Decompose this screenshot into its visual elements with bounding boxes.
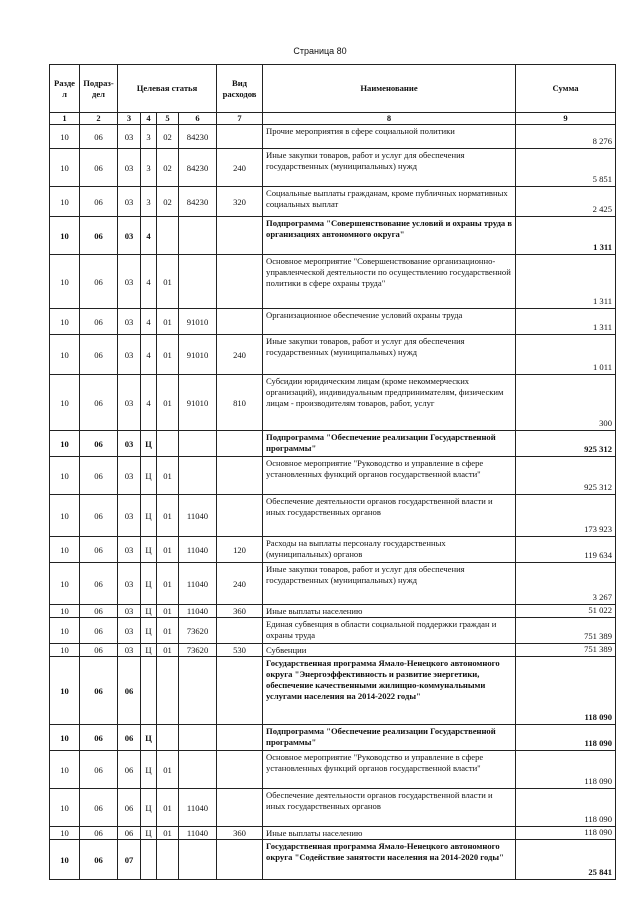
expense-type-cell <box>217 255 263 309</box>
sum-cell: 1 311 <box>516 309 616 335</box>
expense-type-cell: 360 <box>217 827 263 840</box>
direction-code-cell <box>179 217 217 255</box>
section-cell: 10 <box>50 563 80 605</box>
expense-type-cell: 360 <box>217 605 263 618</box>
section-cell: 10 <box>50 840 80 880</box>
expense-type-cell <box>217 618 263 644</box>
expense-type-cell <box>217 457 263 495</box>
expense-type-cell: 240 <box>217 563 263 605</box>
table-row <box>50 125 616 149</box>
subsection-cell: 06 <box>80 840 118 880</box>
direction-code-cell: 84230 <box>179 125 217 149</box>
program-code-cell: 03 <box>118 537 141 563</box>
section-cell: 10 <box>50 751 80 789</box>
column-number-cell: 9 <box>516 113 616 125</box>
subprogram-code-cell: 4 <box>141 309 157 335</box>
program-code-cell: 07 <box>118 840 141 880</box>
table-row <box>50 751 616 789</box>
direction-code-cell: 11040 <box>179 789 217 827</box>
activity-code-cell <box>157 725 179 751</box>
activity-code-cell: 01 <box>157 255 179 309</box>
table-row <box>50 149 616 187</box>
direction-code-cell <box>179 657 217 725</box>
direction-code-cell: 11040 <box>179 495 217 537</box>
name-cell: Организационное обеспечение условий охраны труда <box>263 309 516 335</box>
program-code-cell: 06 <box>118 751 141 789</box>
table-row <box>50 217 616 255</box>
table-row <box>50 657 616 725</box>
subsection-cell: 06 <box>80 789 118 827</box>
subsection-cell: 06 <box>80 495 118 537</box>
subsection-cell: 06 <box>80 644 118 657</box>
sum-cell: 51 022 <box>516 605 616 618</box>
activity-code-cell: 01 <box>157 375 179 431</box>
name-cell: Иные закупки товаров, работ и услуг для обеспечения государственных (муниципальных) нужд <box>263 563 516 605</box>
section-cell: 10 <box>50 457 80 495</box>
section-cell: 10 <box>50 537 80 563</box>
section-cell: 10 <box>50 255 80 309</box>
activity-code-cell: 01 <box>157 537 179 563</box>
expense-type-cell: 810 <box>217 375 263 431</box>
subsection-cell: 06 <box>80 457 118 495</box>
table-row <box>50 827 616 840</box>
subsection-cell: 06 <box>80 255 118 309</box>
sum-cell: 300 <box>516 375 616 431</box>
program-code-cell: 03 <box>118 149 141 187</box>
sum-cell: 8 276 <box>516 125 616 149</box>
table-row <box>50 431 616 457</box>
subprogram-code-cell: Ц <box>141 618 157 644</box>
column-number-cell: 6 <box>179 113 217 125</box>
activity-code-cell: 02 <box>157 125 179 149</box>
expense-type-cell <box>217 751 263 789</box>
program-code-cell: 03 <box>118 309 141 335</box>
program-code-cell: 03 <box>118 125 141 149</box>
section-cell: 10 <box>50 125 80 149</box>
expense-type-cell: 530 <box>217 644 263 657</box>
sum-cell: 751 389 <box>516 644 616 657</box>
direction-code-cell: 84230 <box>179 187 217 217</box>
direction-code-cell: 11040 <box>179 827 217 840</box>
subsection-cell: 06 <box>80 375 118 431</box>
subsection-cell: 06 <box>80 725 118 751</box>
table-row <box>50 309 616 335</box>
column-number-cell: 8 <box>263 113 516 125</box>
activity-code-cell <box>157 657 179 725</box>
section-cell: 10 <box>50 827 80 840</box>
direction-code-cell: 11040 <box>179 605 217 618</box>
sum-cell: 118 090 <box>516 725 616 751</box>
page-title: Страница 80 <box>293 46 347 56</box>
direction-code-cell <box>179 840 217 880</box>
table-row <box>50 187 616 217</box>
table-row <box>50 618 616 644</box>
sum-cell: 25 841 <box>516 840 616 880</box>
expense-type-cell <box>217 495 263 537</box>
column-number-row <box>50 113 616 125</box>
program-code-cell: 03 <box>118 618 141 644</box>
program-code-cell: 06 <box>118 827 141 840</box>
direction-code-cell: 73620 <box>179 618 217 644</box>
subsection-cell: 06 <box>80 309 118 335</box>
program-code-cell: 03 <box>118 495 141 537</box>
section-cell: 10 <box>50 187 80 217</box>
program-code-cell: 03 <box>118 375 141 431</box>
column-number-cell: 3 <box>118 113 141 125</box>
program-code-cell: 03 <box>118 335 141 375</box>
name-cell: Государственная программа Ямало-Ненецкого автономного округа "Энергоэффективность и развитие энергетики, обеспечение качественными жилищно-коммунальными услугами населения на 2014-2022 годы" <box>263 657 516 725</box>
sum-cell: 5 851 <box>516 149 616 187</box>
direction-code-cell <box>179 751 217 789</box>
name-cell: Субвенции <box>263 644 516 657</box>
subprogram-code-cell: Ц <box>141 495 157 537</box>
name-cell: Социальные выплаты гражданам, кроме публичных нормативных социальных выплат <box>263 187 516 217</box>
name-cell: Обеспечение деятельности органов государственной власти и иных государственных органов <box>263 789 516 827</box>
table-row <box>50 335 616 375</box>
direction-code-cell: 11040 <box>179 563 217 605</box>
name-cell: Прочие мероприятия в сфере социальной политики <box>263 125 516 149</box>
subsection-cell: 06 <box>80 149 118 187</box>
expense-type-cell <box>217 125 263 149</box>
program-code-cell: 03 <box>118 217 141 255</box>
sum-cell: 2 425 <box>516 187 616 217</box>
expense-type-cell: 320 <box>217 187 263 217</box>
program-code-cell: 03 <box>118 431 141 457</box>
program-code-cell: 03 <box>118 255 141 309</box>
program-code-cell: 06 <box>118 657 141 725</box>
subsection-cell: 06 <box>80 187 118 217</box>
direction-code-cell: 91010 <box>179 335 217 375</box>
name-cell: Субсидии юридическим лицам (кроме некоммерческих организаций), индивидуальным предпринимателям, физическим лицам - производителям товаров, работ, услуг <box>263 375 516 431</box>
subsection-cell: 06 <box>80 751 118 789</box>
expense-type-cell <box>217 725 263 751</box>
section-cell: 10 <box>50 605 80 618</box>
subsection-cell: 06 <box>80 618 118 644</box>
direction-code-cell <box>179 725 217 751</box>
subprogram-code-cell: Ц <box>141 563 157 605</box>
table-row <box>50 255 616 309</box>
subprogram-code-cell: Ц <box>141 644 157 657</box>
subprogram-code-cell: Ц <box>141 789 157 827</box>
name-cell: Расходы на выплаты персоналу государственных (муниципальных) органов <box>263 537 516 563</box>
name-cell: Подпрограмма "Обеспечение реализации Государственной программы" <box>263 725 516 751</box>
name-cell: Подпрограмма "Совершенствование условий и охраны труда в организациях автономного округа" <box>263 217 516 255</box>
expense-type-cell <box>217 789 263 827</box>
direction-code-cell <box>179 431 217 457</box>
name-cell: Основное мероприятие "Руководство и управление в сфере установленных функций органов государственной власти" <box>263 751 516 789</box>
header-target-article: Целевая статья <box>118 65 217 113</box>
name-cell: Государственная программа Ямало-Ненецкого автономного округа "Содействие занятости населения на 2014-2020 годы" <box>263 840 516 880</box>
direction-code-cell: 73620 <box>179 644 217 657</box>
activity-code-cell: 01 <box>157 618 179 644</box>
program-code-cell: 06 <box>118 725 141 751</box>
section-cell: 10 <box>50 644 80 657</box>
expense-type-cell <box>217 217 263 255</box>
name-cell: Основное мероприятие "Совершенствование организационно-управленческой деятельности по осуществлению государственной политики в сфере охраны труда" <box>263 255 516 309</box>
direction-code-cell <box>179 255 217 309</box>
name-cell: Единая субвенция в области социальной поддержки граждан и охраны труда <box>263 618 516 644</box>
table-row <box>50 457 616 495</box>
expense-type-cell <box>217 840 263 880</box>
program-code-cell: 03 <box>118 187 141 217</box>
subprogram-code-cell: Ц <box>141 431 157 457</box>
activity-code-cell: 01 <box>157 563 179 605</box>
sum-cell: 118 090 <box>516 789 616 827</box>
activity-code-cell: 01 <box>157 751 179 789</box>
activity-code-cell: 01 <box>157 605 179 618</box>
subsection-cell: 06 <box>80 431 118 457</box>
activity-code-cell: 01 <box>157 644 179 657</box>
sum-cell: 3 267 <box>516 563 616 605</box>
activity-code-cell: 01 <box>157 789 179 827</box>
activity-code-cell: 02 <box>157 187 179 217</box>
expense-type-cell: 120 <box>217 537 263 563</box>
subprogram-code-cell: Ц <box>141 725 157 751</box>
subprogram-code-cell: Ц <box>141 457 157 495</box>
subprogram-code-cell: 4 <box>141 255 157 309</box>
table-row <box>50 840 616 880</box>
activity-code-cell <box>157 840 179 880</box>
subsection-cell: 06 <box>80 335 118 375</box>
subprogram-code-cell: Ц <box>141 827 157 840</box>
name-cell: Обеспечение деятельности органов государственной власти и иных государственных органов <box>263 495 516 537</box>
table-row <box>50 495 616 537</box>
activity-code-cell: 01 <box>157 827 179 840</box>
header-expense-type: Вид расходов <box>217 65 263 113</box>
expense-type-cell: 240 <box>217 335 263 375</box>
subsection-cell: 06 <box>80 605 118 618</box>
section-cell: 10 <box>50 217 80 255</box>
name-cell: Иные выплаты населению <box>263 605 516 618</box>
expense-type-cell <box>217 309 263 335</box>
table-row <box>50 605 616 618</box>
subprogram-code-cell: 4 <box>141 335 157 375</box>
sum-cell: 925 312 <box>516 457 616 495</box>
subprogram-code-cell: 4 <box>141 217 157 255</box>
program-code-cell: 03 <box>118 457 141 495</box>
subprogram-code-cell: 4 <box>141 375 157 431</box>
sum-cell: 118 090 <box>516 827 616 840</box>
header-subsection: Подраз- дел <box>80 65 118 113</box>
column-number-cell: 1 <box>50 113 80 125</box>
activity-code-cell: 01 <box>157 457 179 495</box>
direction-code-cell <box>179 457 217 495</box>
sum-cell: 118 090 <box>516 751 616 789</box>
table-row <box>50 644 616 657</box>
activity-code-cell <box>157 217 179 255</box>
section-cell: 10 <box>50 309 80 335</box>
column-number-cell: 5 <box>157 113 179 125</box>
name-cell: Иные выплаты населению <box>263 827 516 840</box>
header-section: Разде л <box>50 65 80 113</box>
subsection-cell: 06 <box>80 563 118 605</box>
expense-type-cell: 240 <box>217 149 263 187</box>
direction-code-cell: 84230 <box>179 149 217 187</box>
sum-cell: 1 011 <box>516 335 616 375</box>
section-cell: 10 <box>50 335 80 375</box>
subprogram-code-cell <box>141 657 157 725</box>
section-cell: 10 <box>50 657 80 725</box>
table-row <box>50 537 616 563</box>
section-cell: 10 <box>50 789 80 827</box>
subsection-cell: 06 <box>80 657 118 725</box>
subsection-cell: 06 <box>80 827 118 840</box>
header-name: Наименование <box>263 65 516 113</box>
table-row <box>50 789 616 827</box>
subsection-cell: 06 <box>80 125 118 149</box>
activity-code-cell <box>157 431 179 457</box>
program-code-cell: 03 <box>118 563 141 605</box>
column-number-cell: 7 <box>217 113 263 125</box>
sum-cell: 1 311 <box>516 255 616 309</box>
table-row <box>50 375 616 431</box>
program-code-cell: 06 <box>118 789 141 827</box>
direction-code-cell: 91010 <box>179 375 217 431</box>
section-cell: 10 <box>50 495 80 537</box>
direction-code-cell: 91010 <box>179 309 217 335</box>
section-cell: 10 <box>50 431 80 457</box>
section-cell: 10 <box>50 149 80 187</box>
sum-cell: 119 634 <box>516 537 616 563</box>
section-cell: 10 <box>50 725 80 751</box>
name-cell: Подпрограмма "Обеспечение реализации Государственной программы" <box>263 431 516 457</box>
subprogram-code-cell: 3 <box>141 125 157 149</box>
name-cell: Основное мероприятие "Руководство и управление в сфере установленных функций органов государственной власти" <box>263 457 516 495</box>
direction-code-cell: 11040 <box>179 537 217 563</box>
expense-type-cell <box>217 431 263 457</box>
column-number-cell: 2 <box>80 113 118 125</box>
subsection-cell: 06 <box>80 537 118 563</box>
activity-code-cell: 01 <box>157 335 179 375</box>
sum-cell: 1 311 <box>516 217 616 255</box>
header-sum: Сумма <box>516 65 616 113</box>
activity-code-cell: 02 <box>157 149 179 187</box>
subprogram-code-cell: Ц <box>141 751 157 789</box>
program-code-cell: 03 <box>118 644 141 657</box>
program-code-cell: 03 <box>118 605 141 618</box>
sum-cell: 751 389 <box>516 618 616 644</box>
activity-code-cell: 01 <box>157 309 179 335</box>
subprogram-code-cell: Ц <box>141 605 157 618</box>
subsection-cell: 06 <box>80 217 118 255</box>
section-cell: 10 <box>50 375 80 431</box>
name-cell: Иные закупки товаров, работ и услуг для обеспечения государственных (муниципальных) нужд <box>263 149 516 187</box>
table-row <box>50 725 616 751</box>
column-number-cell: 4 <box>141 113 157 125</box>
table-row <box>50 563 616 605</box>
subprogram-code-cell <box>141 840 157 880</box>
sum-cell: 925 312 <box>516 431 616 457</box>
expense-type-cell <box>217 657 263 725</box>
sum-cell: 173 923 <box>516 495 616 537</box>
subprogram-code-cell: Ц <box>141 537 157 563</box>
sum-cell: 118 090 <box>516 657 616 725</box>
subprogram-code-cell: 3 <box>141 187 157 217</box>
name-cell: Иные закупки товаров, работ и услуг для обеспечения государственных (муниципальных) нужд <box>263 335 516 375</box>
subprogram-code-cell: 3 <box>141 149 157 187</box>
budget-table <box>49 64 616 880</box>
activity-code-cell: 01 <box>157 495 179 537</box>
section-cell: 10 <box>50 618 80 644</box>
